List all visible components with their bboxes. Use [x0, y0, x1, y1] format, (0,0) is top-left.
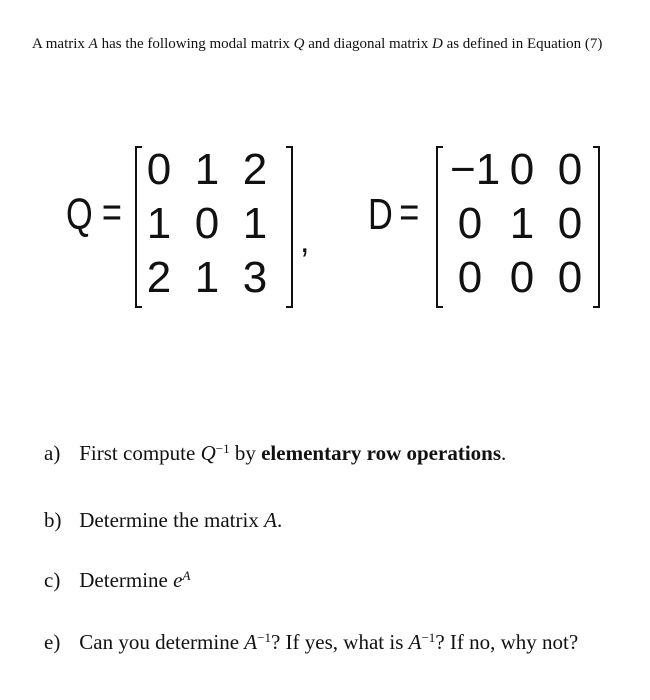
question-a: a) First compute $Q^{-1}$ by elementary row operations. [44, 440, 507, 465]
matrix-q-cell-r3-c1: 2 [146, 253, 172, 302]
matrix-q-cell-r3-c2: 1 [194, 253, 220, 302]
question-b: b) Determine the matrix A. [44, 508, 283, 532]
question-e: e) Can you determine $A^{-1}$? If yes, what is $A^{-1}$? If no, why not? [44, 629, 579, 654]
matrix-d-cell-r3-c2: 0 [509, 253, 535, 302]
matrix-q-cell-r1-c3: 2 [242, 145, 268, 194]
matrix-d-cell-r2-c3: 0 [557, 199, 583, 248]
question-a-label: a) [44, 441, 61, 465]
equals-sign-d: = [399, 188, 420, 237]
intro-text: A matrix A has the following modal matrix Q and diagonal matrix D as defined in Equation (7) [32, 36, 603, 52]
var-d: D [431, 36, 443, 52]
matrix-d-cell-r2-c1: 0 [457, 199, 483, 248]
matrix-d-cell-r1-c3: 0 [557, 145, 583, 194]
question-c: c) Determine $e^A$ [44, 567, 191, 592]
var-q: Q [293, 36, 305, 52]
question-b-label: b) [44, 508, 62, 532]
matrix-q-cell-r1-c1: 0 [146, 145, 172, 194]
d-symbol: D [368, 190, 393, 239]
matrix-d [436, 146, 600, 308]
equals-sign-q: = [101, 188, 122, 237]
matrix-d-left-bracket [436, 146, 443, 308]
matrix-d-cell-r3-c3: 0 [557, 253, 583, 302]
matrix-d-cell-r2-c2: 1 [509, 199, 535, 248]
matrix-d-right-bracket [593, 146, 600, 308]
matrix-d-cell-r3-c1: 0 [457, 253, 483, 302]
comma: , [300, 222, 310, 260]
var-a: A [88, 36, 98, 52]
matrix-q-right-bracket [286, 146, 293, 308]
question-e-label: e) [44, 630, 61, 654]
matrix-d-cell-r1-c2: 0 [509, 145, 535, 194]
matrix-q-cell-r2-c1: 1 [146, 199, 172, 248]
q-symbol: Q [66, 190, 93, 239]
matrix-d-cell-r1-c1: −1 [450, 145, 501, 194]
matrix-q-cell-r2-c3: 1 [242, 199, 268, 248]
matrix-q-cell-r2-c2: 0 [194, 199, 220, 248]
question-c-label: c) [44, 568, 61, 592]
matrix-q-cell-r3-c3: 3 [242, 253, 268, 302]
matrix-q-cell-r1-c2: 1 [194, 145, 220, 194]
matrix-q [135, 146, 293, 308]
bold-phrase: elementary row operations [261, 441, 501, 465]
